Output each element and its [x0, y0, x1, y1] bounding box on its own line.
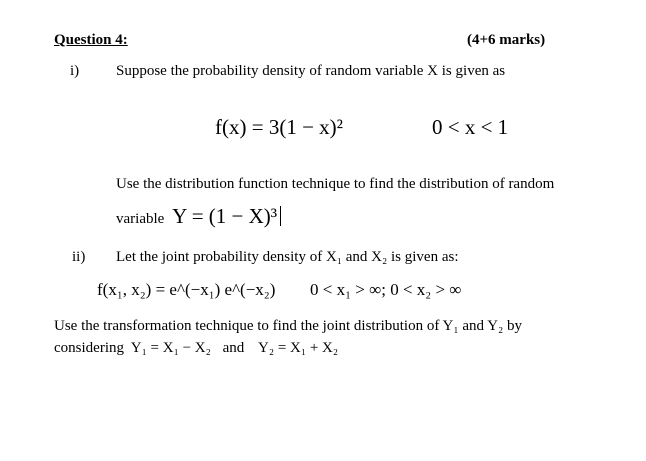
y2-definition: Y₂ = X₁ + X₂: [258, 340, 339, 356]
part-ii-intro: Let the joint probability density of X₁ and X₂ is given as:: [116, 249, 459, 265]
text-cursor: [280, 206, 281, 226]
joint-density-support: 0 < x₁ > ∞; 0 < x₂ > ∞: [310, 280, 462, 299]
part-i-intro: Suppose the probability density of random variable X is given as: [116, 63, 506, 79]
part-ii-instruction-line1: Use the transformation technique to find the joint distribution of Y₁ and Y₂ by: [54, 318, 523, 334]
density-formula: f(x) = 3(1 − x)²: [215, 115, 343, 139]
part-i-instruction-line1: Use the distribution function technique to find the distribution of random: [116, 176, 555, 192]
y1-definition: Y₁ = X₁ − X₂: [130, 340, 211, 356]
connector-and: and: [222, 340, 245, 356]
part-ii-numeral: ii): [72, 249, 86, 265]
transform-formula: Y = (1 − X)³: [172, 204, 278, 228]
joint-density-formula: f(x₁, x₂) = e^(−x₁) e^(−x₂): [97, 280, 276, 299]
question-title: Question 4:: [54, 32, 128, 48]
instruction-prefix: variable: [116, 211, 165, 227]
part-i-numeral: i): [70, 63, 80, 79]
question-marks: (4+6 marks): [467, 32, 546, 48]
part-i-instruction-line2: [116, 204, 281, 229]
part-ii-instruction-line2: [54, 340, 338, 357]
instruction-prefix: considering: [54, 340, 124, 356]
density-support: 0 < x < 1: [432, 115, 509, 139]
